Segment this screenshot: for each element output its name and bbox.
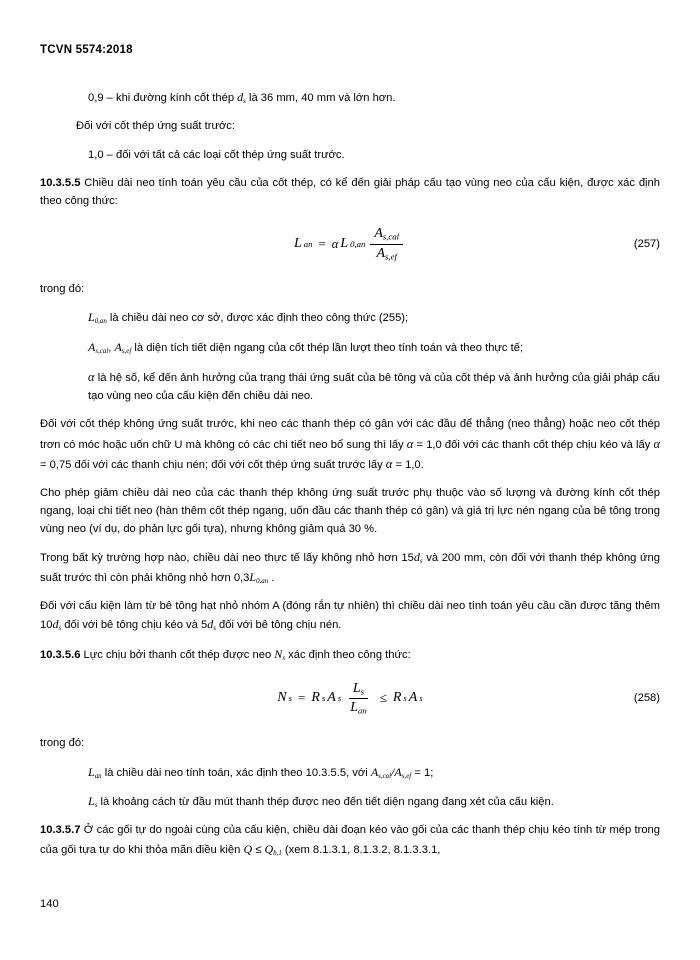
- formula-257-num-base: A: [374, 226, 383, 242]
- formula-258-row: [40, 678, 660, 718]
- subscript-sef: s,ef: [121, 346, 132, 355]
- formula-258-fraction: [346, 681, 370, 716]
- formula-257-alpha: α: [331, 236, 339, 251]
- formula-258-denominator: [346, 699, 370, 716]
- formula-257-l0: L: [340, 236, 349, 251]
- equation-number-258: (258): [633, 692, 660, 705]
- variable-Q-b1: Q: [264, 841, 274, 856]
- section-number-10355: 10.3.5.5: [40, 176, 81, 189]
- subscript-s-fine-2: s: [213, 624, 216, 633]
- variable-A-cal-2: A: [370, 764, 379, 779]
- formula-258-leq: ≤: [379, 690, 387, 706]
- variable-A-ef: A: [114, 339, 122, 354]
- alpha-inline-1: α: [406, 436, 414, 451]
- document-header: TCVN 5574:2018: [40, 44, 133, 56]
- formula-258-lhs: N: [277, 690, 287, 706]
- nonprestress-text-2: đối với các thanh cốt thép chịu kéo và lấy: [441, 438, 654, 451]
- definition-l0an: [88, 308, 660, 327]
- formula-258-R2-sub: s: [403, 693, 407, 704]
- formula-257-lhs-sub: an: [303, 239, 313, 249]
- paragraph-reduce-anchor-length: Cho phép giảm chiều dài neo của các thanh thép không ứng suất trước phụ thuộc vào số lượng và đường kính cốt thép ngang, loại chi tiết neo (hàn thêm cốt thép ngang, uốn đầu các thanh thép có gân) và giá trị lực nén ngang của bê tông trong vùng neo (ví dụ, do phản lực gối tựa), nhưng không giảm quá 30 %.: [40, 487, 660, 536]
- formula-258-A2-sub: s: [419, 693, 423, 704]
- paragraph-prestress-intro: Đối với cốt thép ứng suất trước:: [76, 120, 235, 133]
- ratio-slash: /: [391, 764, 395, 779]
- formula-258-R: R: [311, 690, 320, 706]
- definition-lan-text: là chiều dài neo tính toán, xác định theo 10.3.5.5, với: [101, 766, 371, 779]
- definition-comma: ,: [108, 341, 112, 354]
- formula-257-l0-sub: 0,an: [350, 239, 366, 249]
- formula-257: [294, 226, 406, 261]
- definition-areas-text: là diện tích tiết diện ngang của cốt thép lần lượt theo tính toán và theo thực tế;: [131, 341, 524, 354]
- formula-258-A2: A: [408, 690, 418, 706]
- variable-d-minlen: d: [413, 550, 420, 565]
- variable-d: d: [237, 90, 244, 104]
- section-text-10355: Chiều dài neo tính toán yêu cầu của cốt thép, có kể đến giải pháp cấu tạo vùng neo của cấu kiện, được xác định theo công thức:: [40, 176, 660, 207]
- definition-l0an-text: là chiều dài neo cơ sở, được xác định theo công thức (255);: [106, 312, 409, 325]
- formula-258-A: A: [327, 690, 336, 706]
- formula-257-equals: =: [318, 236, 326, 251]
- paragraph-section-10355: [40, 174, 660, 210]
- formula-257-den-base: A: [376, 245, 386, 261]
- paragraph-trong-do-1: trong đó:: [40, 283, 85, 295]
- section-text-10356-2: xác định theo công thức:: [285, 648, 411, 661]
- minlen-text-2: và 200 mm, còn đối với thanh thép không ứng suất trước thì còn phải không nhỏ hơn 0,3: [40, 552, 660, 584]
- fine-text-1: Đối với cấu kiện làm từ bê tông hạt nhỏ nhóm A (đóng rắn tự nhiên) thì chiều dài neo tính toán yêu cầu cần được tăng thêm 10: [40, 600, 660, 632]
- subscript-an: an: [94, 771, 102, 780]
- section-text-10357-2: (xem 8.1.3.1, 8.1.3.2, 8.1.3.3.1,: [281, 843, 441, 856]
- equation-number-257: (257): [633, 238, 660, 250]
- definition-lan-eq: = 1;: [414, 766, 434, 779]
- variable-A-cal: A: [88, 339, 96, 354]
- definition-areas: [88, 338, 660, 357]
- nonprestress-text-3: đối với các thanh chịu nén; đối với cốt thép ứng suất trước lấy: [71, 458, 386, 471]
- paragraph-minimum-length: [40, 548, 660, 587]
- definition-ls: [88, 792, 660, 811]
- variable-d-fine-1: d: [52, 617, 59, 632]
- subscript-s-L: s: [94, 800, 98, 809]
- formula-257-numerator: [370, 226, 403, 244]
- variable-L: L: [88, 310, 95, 325]
- definition-ls-text: là khoảng cách từ đầu mút thanh thép được neo đến tiết diện ngang đang xét của cấu kiện.: [97, 795, 554, 808]
- paragraph-bullet-10: 1,0 – đối với tất cả các loại cốt thép ứng suất trước.: [88, 148, 345, 161]
- subscript-sef-2: s,ef: [401, 771, 412, 780]
- bullet-09-post: là 36 mm, 40 mm và lớn hơn.: [245, 92, 396, 104]
- fine-text-3: đối với bê tông chịu nén.: [215, 619, 342, 632]
- formula-257-denominator: [372, 245, 400, 262]
- variable-L-an: L: [88, 764, 95, 779]
- formula-257-num-sub: s,cal: [382, 231, 400, 242]
- formula-257-fraction: [370, 226, 403, 261]
- definition-lan: [88, 763, 660, 782]
- alpha-value-3: = 1,0.: [395, 458, 424, 471]
- paragraph-section-10356: [40, 645, 660, 664]
- formula-258-R2: R: [392, 690, 402, 706]
- subscript-s-minlen: s: [419, 557, 423, 566]
- formula-257-den-sub: s,ef: [385, 250, 397, 261]
- alpha-value-1: = 1,0: [416, 438, 442, 451]
- variable-alpha: α: [88, 370, 95, 385]
- formula-257-lhs: L: [293, 236, 302, 251]
- variable-d-fine-2: d: [207, 617, 214, 632]
- subscript-s: s: [243, 96, 246, 105]
- subscript-scal: s,cal: [95, 346, 109, 355]
- formula-258-A-sub: s: [337, 693, 342, 704]
- formula-258-numerator: [349, 681, 368, 699]
- minlen-text-3: .: [268, 571, 275, 584]
- formula-258: [277, 681, 422, 716]
- section-number-10357: 10.3.5.7: [40, 824, 81, 837]
- variable-L-minlen: L: [249, 569, 257, 584]
- fine-text-2: đối với bê tông chịu kéo và 5: [61, 619, 208, 632]
- page-number: 140: [40, 898, 59, 910]
- section-text-10356-1: Lực chịu bởi thanh cốt thép được neo: [80, 648, 275, 661]
- paragraph-bullet-09: [88, 88, 660, 107]
- paragraph-nonprestress: [40, 415, 660, 474]
- variable-Q: Q: [243, 841, 253, 856]
- variable-N: N: [274, 646, 283, 661]
- definition-alpha: [88, 367, 660, 405]
- subscript-0an: 0,an: [94, 317, 107, 326]
- formula-257-row: [40, 224, 660, 264]
- formula-258-den-base: L: [350, 699, 359, 715]
- section-text-10357-1: Ở các gối tự do ngoài cùng của cấu kiện, chiều dài đoạn kéo vào gối của các thanh thép chịu kéo tính từ mép trong của gối tựa tự do khi thỏa mãn điều kiện: [40, 824, 660, 856]
- subscript-b1: b,1: [273, 848, 282, 857]
- paragraph-section-10357: [40, 821, 660, 859]
- formula-258-num-base: L: [352, 680, 361, 696]
- alpha-value-2: = 0,75: [40, 458, 72, 471]
- paragraph-fine-aggregate: [40, 597, 660, 635]
- formula-258-R-sub: s: [321, 693, 326, 704]
- formula-258-lhs-sub: s: [288, 693, 292, 704]
- definition-lan-ratio: [370, 764, 412, 780]
- paragraph-trong-do-2: trong đó:: [40, 737, 85, 750]
- subscript-0an-minlen: 0,an: [256, 576, 269, 585]
- definition-alpha-text: là hệ số, kể đến ảnh hưởng của trạng thái ứng suất của bê tông và của cốt thép và ảnh hưởng của giải pháp cấu tạo vùng neo của cấu kiện đến chiều dài neo.: [88, 372, 660, 403]
- subscript-s-N: s: [282, 653, 286, 662]
- section-number-10356: 10.3.5.6: [40, 648, 81, 661]
- nonprestress-text-1: Đối với cốt thép không ứng suất trước, khi neo các thanh thép có gân với các đầu để thẳng (neo thẳng) hoặc neo cốt thép trơn có móc hoặc uốn chữ U mà không có các chi tiết neo bổ sung thì lấy: [40, 418, 660, 451]
- formula-258-den-sub: an: [358, 705, 367, 716]
- subscript-scal-2: s,cal: [378, 771, 392, 780]
- formula-258-num-sub: s: [360, 686, 365, 697]
- subscript-s-fine-1: s: [58, 624, 62, 633]
- bullet-09-pre: 0,9 – khi đường kính cốt thép: [88, 92, 238, 104]
- variable-L-s: L: [88, 793, 95, 808]
- alpha-inline-2: α: [653, 436, 661, 451]
- condition-q: [243, 841, 282, 857]
- alpha-inline-3: α: [385, 456, 393, 471]
- formula-258-equals: =: [298, 690, 306, 706]
- minlen-text-1: Trong bất kỳ trường hợp nào, chiều dài neo thực tế lấy không nhỏ hơn 15: [40, 552, 414, 565]
- variable-A-ef-2: A: [394, 764, 402, 779]
- document-body: [40, 88, 660, 869]
- leq-symbol: ≤: [255, 843, 262, 856]
